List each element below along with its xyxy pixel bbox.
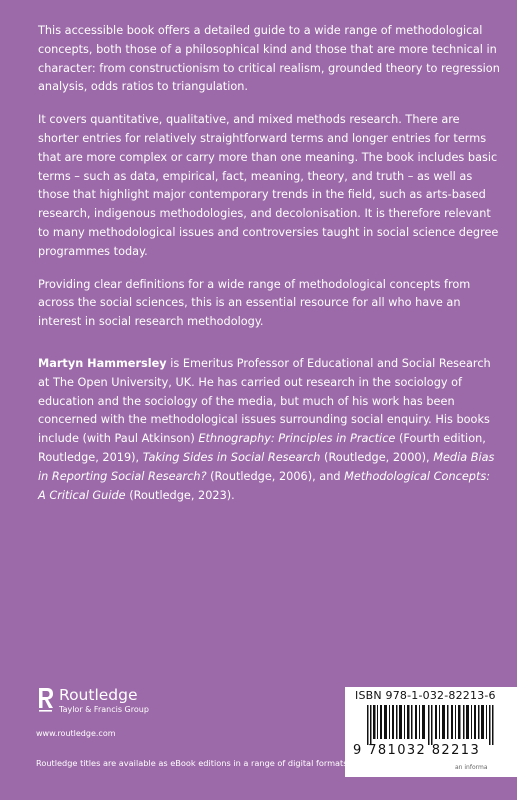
blurb-section xyxy=(38,22,500,346)
barcode-icon xyxy=(367,705,497,745)
ebook-footnote: Routledge titles are available as eBook editions in a range of digital formats xyxy=(36,758,348,768)
publisher-logo xyxy=(36,686,149,726)
author-bio-paragraph xyxy=(38,355,500,505)
publisher-url[interactable]: www.routledge.com xyxy=(36,729,116,738)
bio-text-5: (Routledge, 2023). xyxy=(125,488,235,502)
barcode-digits: 9 781032 82213 xyxy=(353,743,481,758)
publisher-group: Taylor & Francis Group xyxy=(59,705,149,714)
routledge-r-logo-icon xyxy=(36,686,55,726)
publisher-name: Routledge xyxy=(59,686,138,704)
book-title-2: Taking Sides in Social Research xyxy=(142,450,321,464)
blurb-paragraph-1: This accessible book offers a detailed guide to a wide range of methodological concepts, both those of a philosophical kind and those that are more technical in character: from constructionism to critical realism, grounded theory to regression analysis, odds ratios to triangulation. xyxy=(38,24,500,94)
bio-text-1: is Emeritus Professor of Educational and Social Research at The Open University, UK. He has carried out research in the sociology of education and the sociology of the media, but much of his work has been concerned with the methodological issues surrounding social enquiry. His books include (with Paul Atkinson) xyxy=(38,357,491,446)
bio-text-2: (Fourth edition, Routledge, 2019), xyxy=(38,432,486,464)
bio-text-4: (Routledge, 2006), and xyxy=(206,469,345,483)
blurb-paragraph-3: Providing clear definitions for a wide range of methodological concepts from across the social sciences, this is an essential resource for all who have an interest in social research methodology. xyxy=(38,277,471,329)
book-title-4: Methodological Concepts: A Critical Guide xyxy=(38,469,491,502)
publisher-block xyxy=(36,686,149,738)
author-name: Martyn Hammersley xyxy=(38,357,167,370)
author-bio xyxy=(38,355,500,505)
book-title-1: Ethnography: Principles in Practice xyxy=(198,432,396,446)
blurb-paragraph-2: It covers quantitative, qualitative, and mixed methods research. There are shorter entries for relatively straightforward terms and longer entries for terms that are more complex or carry more than one meaning. The book includes basic terms – such as data, empirical, fact, meaning, theory, and truth – as well as those that highlight major contemporary trends in the field, such as arts-based research, indigenous methodologies, and decolonisation. It is therefore relevant to many methodological issues and controversies taught in social science degree programmes today. xyxy=(38,113,499,258)
informa-label: an informa xyxy=(455,764,488,771)
book-title-3: Media Bias in Reporting Social Research? xyxy=(38,450,495,483)
bio-text-3: (Routledge, 2000), xyxy=(320,450,434,464)
isbn-label: ISBN 978-1-032-82213-6 xyxy=(355,689,496,702)
isbn-barcode-box xyxy=(345,687,517,777)
